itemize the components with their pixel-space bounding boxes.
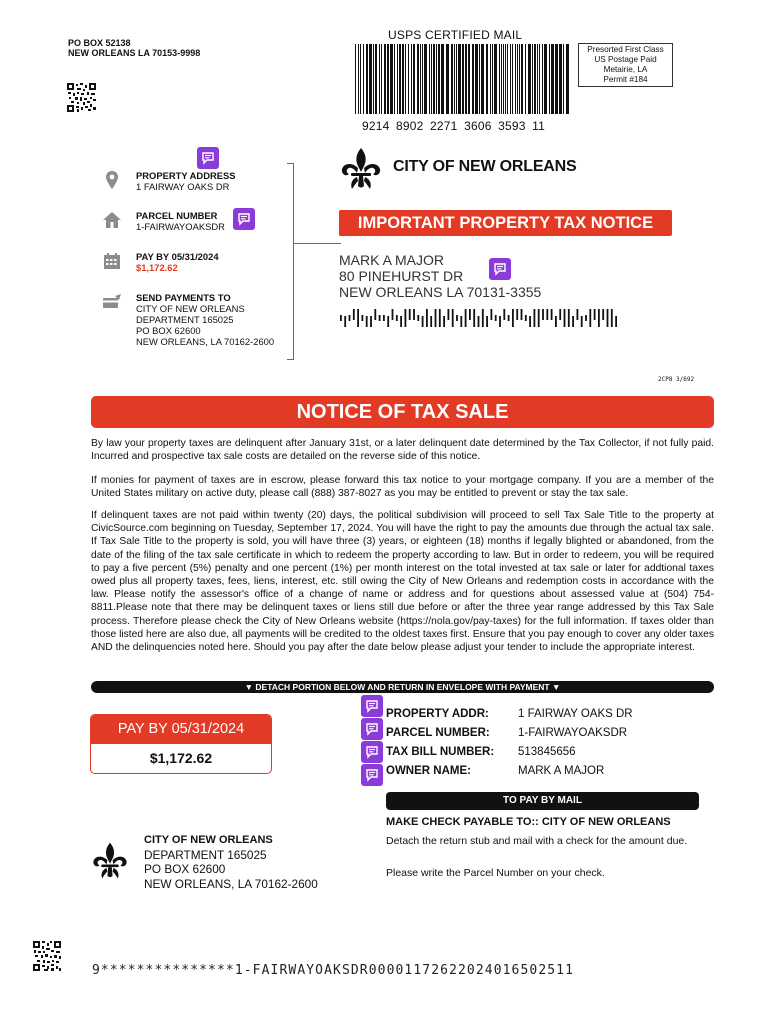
send-payments-line1: CITY OF NEW ORLEANS — [136, 303, 245, 314]
remit-address — [144, 833, 318, 891]
send-payments-line3: PO BOX 62600 — [136, 325, 201, 336]
send-payments-line4: NEW ORLEANS, LA 70162-2600 — [136, 336, 275, 347]
return-address-line1: PO BOX 52138 — [68, 38, 131, 48]
send-payments-label: SEND PAYMENTS TO — [136, 292, 231, 303]
mail-type-label: USPS CERTIFIED MAIL — [388, 28, 523, 42]
qr-code-icon — [67, 83, 96, 112]
stub-row-value: 1 FAIRWAY OAKS DR — [518, 708, 633, 720]
paragraph-tax-sale: If delinquent taxes are not paid within twenty (20) days, the political subdivision will proceed to sell Tax Sale Title to the property at CivicSource.com beginning on Tuesday, September 17, 2024. You will have the right to pay the amounts due through the actual tax sale. If Tax Sale Title to the property is sold, you will have three (3) years, or eighteen (18) months if legally blighted or abandoned, from the date of the filing of the tax sale certificate in which to redeem the property according to law. But in order to redeem, you will be required to pay a five percent (5%) penalty and one percent (1%) per month interest on the total invested at tax sale or later for addtional taxes owed plus all property taxes, fees, liens, interest, etc. still owing the City of New Orleans and redemption costs in accordance with the law. Please notify the assessor's office of a change of name or address and for questions about assessed value at (504) 754-8811.Please note that there may be delinquent taxes or liens still due before or after the three year range addressed by this Tax Sale process. Therefore please check the City of New Orleans website (https://nola.gov/pay-taxes) for the full information. If taxes older than those listed here are also due, all payments will be credited to the oldest taxes first. Ensure that you pay enough to cover any older taxes AND the delinquencies noted here. Should you pay after the date below please adjust your tender to include the appropriate interest. — [91, 510, 714, 654]
fleur-de-lis-icon — [338, 146, 384, 192]
addressee-street: 80 PINEHURST DR — [339, 267, 464, 284]
location-pin-icon — [102, 170, 122, 190]
remit-line1: CITY OF NEW ORLEANS — [144, 834, 273, 846]
comment-icon[interactable] — [361, 764, 383, 786]
stub-details — [386, 708, 706, 788]
stub-row-label: TAX BILL NUMBER: — [386, 746, 495, 758]
bracket-divider-bottom — [287, 359, 294, 360]
return-address — [68, 38, 200, 58]
paragraph-escrow: If monies for payment of taxes are in escrow, please forward this tax notice to your mortgage company. If you are a member of the United States military on active duty, please call (888) 387-8027 as you may be entitled to prevent or stay the tax sale. — [91, 475, 714, 500]
intelligent-mail-barcode — [340, 309, 620, 327]
calendar-icon — [102, 251, 122, 271]
postage-line1: Presorted First Class — [587, 45, 664, 54]
stub-row-label: OWNER NAME: — [386, 765, 471, 777]
fleur-de-lis-icon — [90, 840, 130, 882]
city-name: CITY OF NEW ORLEANS — [393, 158, 577, 175]
remit-line3: PO BOX 62600 — [144, 862, 226, 877]
pay-by-box — [90, 714, 272, 774]
postage-indicia — [578, 43, 673, 87]
stub-row-label: PARCEL NUMBER: — [386, 727, 490, 739]
qr-code-icon — [33, 941, 61, 971]
stub-row-value: 513845656 — [518, 746, 576, 758]
stub-pay-by: PAY BY 05/31/2024 — [91, 715, 271, 744]
notice-title: NOTICE OF TAX SALE — [91, 396, 714, 428]
detach-instruction-bar: ▼ DETACH PORTION BELOW AND RETURN IN ENVELOPE WITH PAYMENT ▼ — [91, 681, 714, 693]
amount-due: $1,172.62 — [136, 262, 178, 273]
tracking-barcode — [355, 44, 569, 114]
remit-line4: NEW ORLEANS, LA 70162-2600 — [144, 876, 318, 891]
make-check-payable: MAKE CHECK PAYABLE TO:: CITY OF NEW ORLEANS — [386, 816, 671, 828]
comment-icon[interactable] — [361, 695, 383, 717]
tracking-number: 9214 8902 2271 3606 3593 11 — [362, 119, 546, 133]
postage-line3: Metairie, LA — [603, 65, 648, 74]
comment-icon[interactable] — [361, 718, 383, 740]
comment-icon[interactable] — [233, 208, 255, 230]
stub-amount: $1,172.62 — [149, 750, 213, 766]
comment-icon[interactable] — [361, 741, 383, 763]
send-payments-line2: DEPARTMENT 165025 — [136, 314, 234, 325]
parcel-number-label: PARCEL NUMBER — [136, 210, 218, 221]
addressee-block — [339, 253, 541, 300]
house-icon — [102, 210, 122, 230]
return-address-line2: NEW ORLEANS LA 70153-9998 — [68, 48, 201, 58]
stub-row-label: PROPERTY ADDR: — [386, 708, 489, 720]
important-notice-banner: IMPORTANT PROPERTY TAX NOTICE — [339, 210, 672, 236]
stub-row-value: 1-FAIRWAYOAKSDR — [518, 727, 628, 739]
comment-icon[interactable] — [197, 147, 219, 169]
payment-card-icon — [102, 292, 122, 312]
addressee-name: MARK A MAJOR — [339, 252, 445, 268]
property-address-label: PROPERTY ADDRESS — [136, 170, 236, 181]
ocr-scanline: 9***************1-FAIRWAYOAKSDR00001172622024016502511 — [92, 963, 575, 978]
pay-by-label: PAY BY 05/31/2024 — [136, 251, 219, 262]
addressee-city: NEW ORLEANS LA 70131-3355 — [339, 283, 542, 300]
stub-row-value: MARK A MAJOR — [518, 765, 605, 777]
write-parcel-instruction: Please write the Parcel Number on your check. — [386, 867, 605, 879]
postage-line4: Permit #184 — [603, 75, 648, 84]
detach-stub-instruction: Detach the return stub and mail with a check for the amount due. — [386, 835, 688, 847]
printer-code: 2CP8 3/692 — [658, 376, 695, 383]
remit-line2: DEPARTMENT 165025 — [144, 847, 267, 862]
bracket-divider-connector — [293, 243, 341, 244]
bracket-divider-top — [287, 163, 294, 164]
paragraph-delinquency: By law your property taxes are delinquent after January 31st, or a later delinquent date determined by the Tax Collector, if not fully paid. Incurred and prospective tax sale costs are detailed on the reverse side of this notice. — [91, 438, 714, 463]
to-pay-by-mail-bar: TO PAY BY MAIL — [386, 792, 699, 810]
parcel-number-value: 1-FAIRWAYOAKSDR — [136, 221, 225, 232]
postage-line2: US Postage Paid — [594, 55, 657, 64]
bracket-divider — [293, 163, 294, 359]
property-address-value: 1 FAIRWAY OAKS DR — [136, 181, 230, 192]
